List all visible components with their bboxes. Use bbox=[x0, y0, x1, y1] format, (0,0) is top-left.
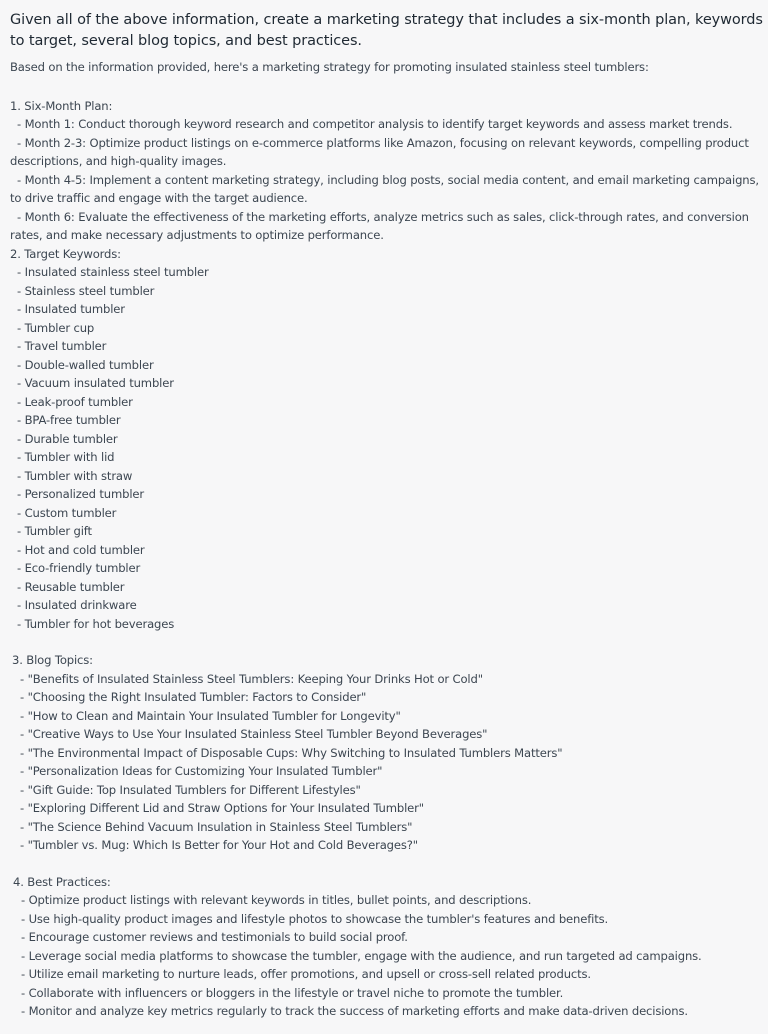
list-item: - Tumbler cup bbox=[17, 320, 95, 335]
list-item: - "The Science Behind Vacuum Insulation in Stainless Steel Tumblers" bbox=[20, 819, 413, 834]
list-item: - "Benefits of Insulated Stainless Steel Tumblers: Keeping Your Drinks Hot or Cold" bbox=[20, 671, 483, 686]
list-item: - "Creative Ways to Use Your Insulated Stainless Steel Tumbler Beyond Beverages" bbox=[20, 727, 488, 741]
list-item: - Durable tumbler bbox=[17, 431, 118, 446]
list-item: - Tumbler gift bbox=[17, 524, 92, 538]
keyword-list bbox=[10, 263, 764, 633]
list-item: - Hot and cold tumbler bbox=[17, 542, 145, 557]
list-item: - Tumbler with lid bbox=[17, 450, 115, 464]
section-heading: 2. Target Keywords: bbox=[10, 246, 121, 261]
list-item: - Month 6: Evaluate the effectiveness of the marketing efforts, analyze metrics such as sales, click-through rates, and conversion rates, and make necessary adjustments to optimize performance. bbox=[10, 209, 749, 242]
list-item: - BPA-free tumbler bbox=[17, 413, 121, 427]
list-item: - "Personalization Ideas for Customizing Your Insulated Tumbler" bbox=[20, 764, 383, 778]
list-item: - Month 2-3: Optimize product listings on e-commerce platforms like Amazon, focusing on relevant keywords, compelling product descriptions, and high-quality images. bbox=[10, 135, 749, 168]
list-item: - Eco-friendly tumbler bbox=[17, 561, 141, 575]
section-heading: 1. Six-Month Plan: bbox=[10, 98, 113, 113]
list-item: - Leak-proof tumbler bbox=[17, 394, 133, 409]
list-item: - "Tumbler vs. Mug: Which Is Better for Your Hot and Cold Beverages?" bbox=[20, 838, 418, 852]
list-item: - Use high-quality product images and lifestyle photos to showcase the tumbler's features and benefits. bbox=[21, 911, 609, 926]
list-item: - Utilize email marketing to nurture leads, offer promotions, and upsell or cross-sell related products. bbox=[21, 967, 591, 981]
section-heading: 3. Blog Topics: bbox=[12, 653, 93, 667]
best-practices-section bbox=[13, 873, 764, 1021]
list-item: - "Gift Guide: Top Insulated Tumblers for Different Lifestyles" bbox=[20, 782, 361, 797]
section-heading: 4. Best Practices: bbox=[13, 874, 111, 889]
list-item: - Month 1: Conduct thorough keyword research and competitor analysis to identify target keywords and assess market trends. bbox=[17, 117, 733, 131]
list-item: - "Choosing the Right Insulated Tumbler: Factors to Consider" bbox=[20, 690, 367, 704]
list-item: - Month 4-5: Implement a content marketing strategy, including blog posts, social media content, and email marketing campaigns, to drive traffic and engage with the target audience. bbox=[10, 172, 759, 205]
list-item: - Leverage social media platforms to showcase the tumbler, engage with the audience, and run targeted ad campaigns. bbox=[21, 948, 702, 963]
list-item: - Insulated drinkware bbox=[17, 598, 137, 612]
plan-list bbox=[10, 115, 764, 245]
paragraph-gap bbox=[10, 633, 764, 651]
blog-topics-section bbox=[12, 651, 764, 855]
list-item: - Custom tumbler bbox=[17, 505, 117, 520]
list-item: - Optimize product listings with relevant keywords in titles, bullet points, and descriptions. bbox=[21, 893, 532, 907]
list-item: - Stainless steel tumbler bbox=[17, 283, 155, 298]
list-item: - Reusable tumbler bbox=[17, 579, 125, 594]
list-item: - Personalized tumbler bbox=[17, 487, 145, 501]
list-item: - Double-walled tumbler bbox=[17, 357, 154, 372]
list-item: - Insulated stainless steel tumbler bbox=[17, 265, 209, 279]
list-item: - "The Environmental Impact of Disposable Cups: Why Switching to Insulated Tumblers Matters" bbox=[20, 745, 563, 760]
six-month-plan-section bbox=[10, 97, 764, 245]
list-item: - Monitor and analyze key metrics regularly to track the success of marketing efforts and make data-driven decisions. bbox=[21, 1004, 688, 1018]
paragraph-gap bbox=[10, 855, 764, 873]
list-item: - Tumbler for hot beverages bbox=[17, 616, 175, 631]
list-item: - Encourage customer reviews and testimonials to build social proof. bbox=[21, 930, 408, 944]
user-prompt: Given all of the above information, create a marketing strategy that includes a six-month plan, keywords to target, several blog topics, and best practices. bbox=[10, 12, 763, 49]
list-item: - "How to Clean and Maintain Your Insulated Tumbler for Longevity" bbox=[20, 708, 401, 723]
response-intro: Based on the information provided, here's a marketing strategy for promoting insulated stainless steel tumblers: bbox=[10, 60, 649, 74]
best-practice-list bbox=[13, 891, 764, 1021]
list-item: - Travel tumbler bbox=[17, 339, 107, 353]
list-item: - Vacuum insulated tumbler bbox=[17, 376, 174, 390]
blog-topic-list bbox=[12, 670, 764, 855]
assistant-response bbox=[10, 58, 764, 1021]
target-keywords-section bbox=[10, 245, 764, 634]
list-item: - "Exploring Different Lid and Straw Options for Your Insulated Tumbler" bbox=[20, 801, 424, 815]
list-item: - Collaborate with influencers or bloggers in the lifestyle or travel niche to promote the tumbler. bbox=[21, 985, 564, 1000]
list-item: - Tumbler with straw bbox=[17, 468, 133, 483]
list-item: - Insulated tumbler bbox=[17, 302, 125, 316]
